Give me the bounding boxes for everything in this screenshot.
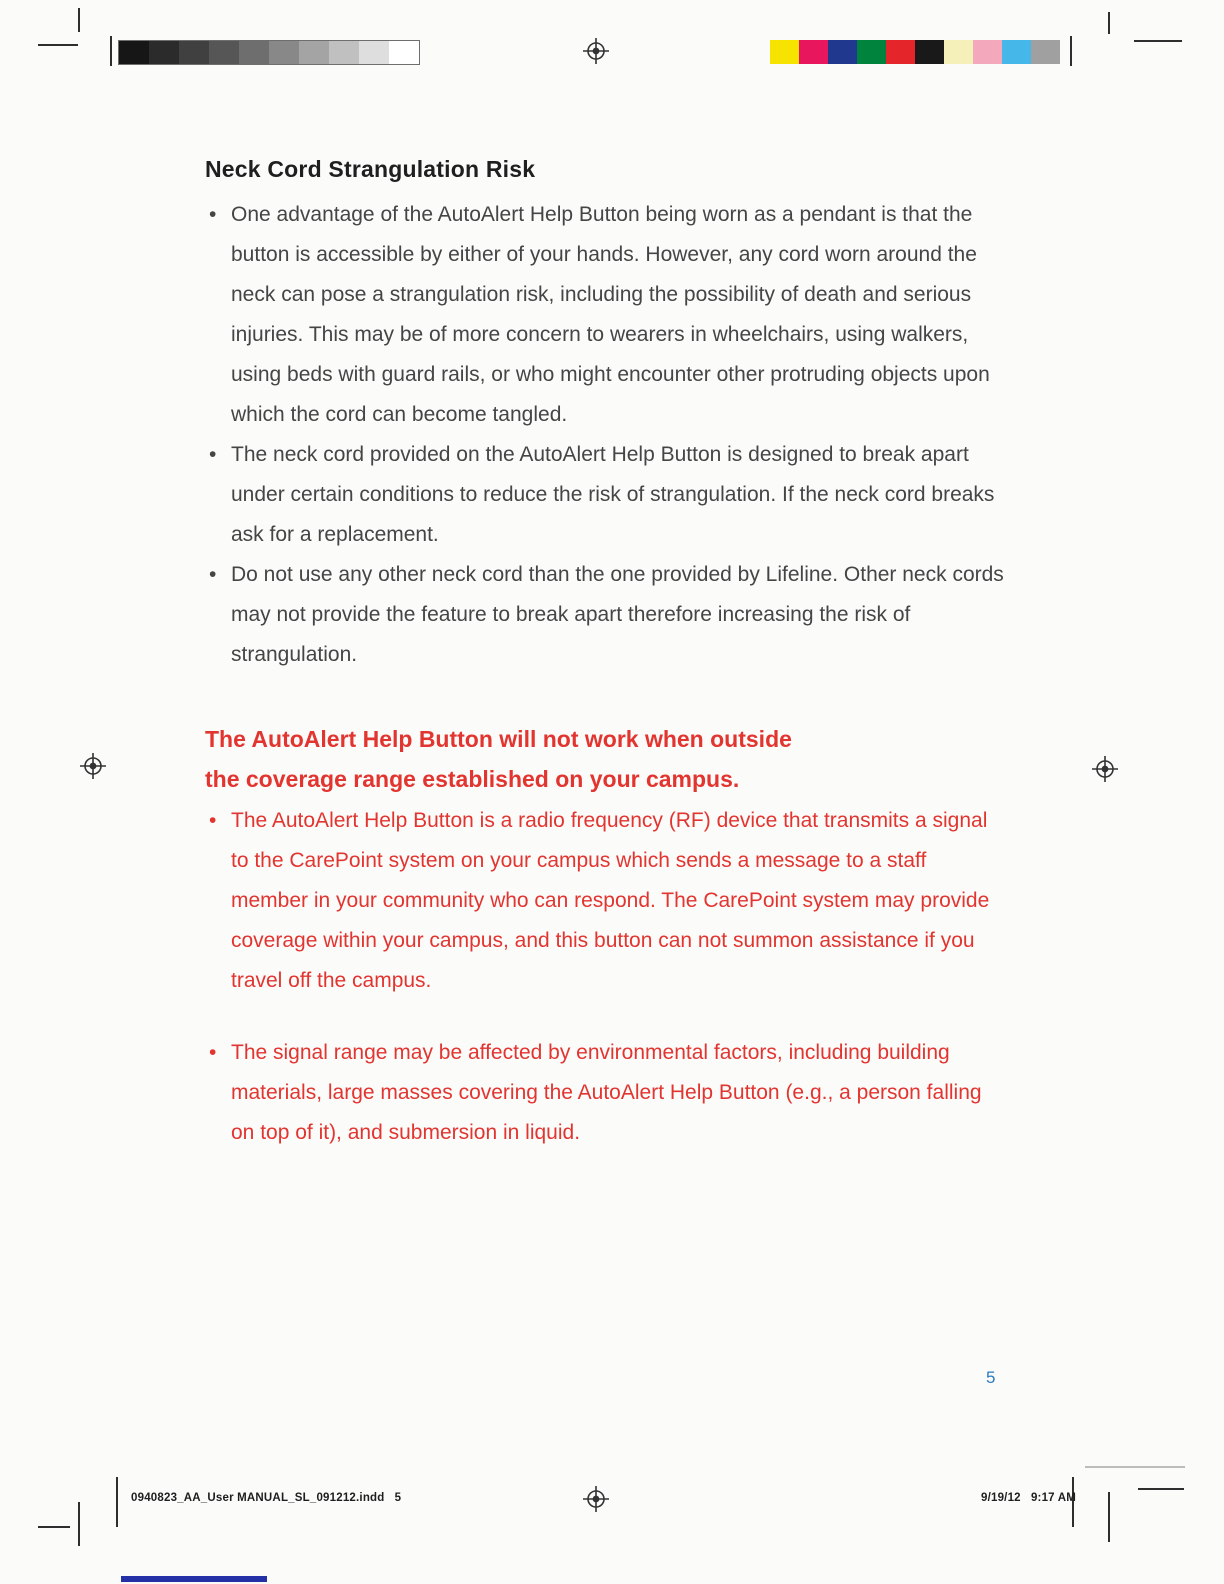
calibration-swatch xyxy=(389,41,419,64)
bullet-marker: • xyxy=(209,809,217,832)
registration-mark-icon xyxy=(1092,756,1118,782)
bullet-marker: • xyxy=(209,1041,217,1064)
bullet-text: The signal range may be affected by environmental factors, including building materials, large masses covering the AutoAlert Help Button (e.g., a person falling on top of it), and submersion in liquid. xyxy=(231,1041,982,1144)
calibration-swatch xyxy=(944,40,973,64)
calibration-swatch xyxy=(239,41,269,64)
color-calibration-bar xyxy=(770,40,1060,64)
calibration-swatch xyxy=(973,40,1002,64)
bullet-text: Do not use any other neck cord than the one provided by Lifeline. Other neck cords may not provide the feature to break apart therefore increasing the risk of strangulation. xyxy=(231,563,1004,666)
grayscale-calibration-bar xyxy=(118,40,420,65)
calibration-swatch xyxy=(299,41,329,64)
page-number: 5 xyxy=(986,1368,996,1387)
bullet-marker: • xyxy=(209,563,217,586)
bullet-marker: • xyxy=(209,203,217,226)
footer-blue-strip xyxy=(121,1576,267,1582)
registration-mark-icon xyxy=(583,1486,609,1512)
calibration-swatch xyxy=(799,40,828,64)
section-heading-coverage-warning xyxy=(205,719,1005,799)
crop-mark xyxy=(116,1477,118,1527)
calibration-swatch xyxy=(770,40,799,64)
crop-mark xyxy=(1070,36,1072,66)
heading-line: The AutoAlert Help Button will not work when outside xyxy=(205,726,792,752)
crop-mark xyxy=(110,36,112,66)
heading-line: the coverage range established on your campus. xyxy=(205,766,740,792)
crop-mark xyxy=(38,44,78,46)
calibration-swatch xyxy=(209,41,239,64)
list-item xyxy=(205,555,1005,675)
bullet-text: The AutoAlert Help Button is a radio frequency (RF) device that transmits a signal to the CarePoint system on your campus which sends a message to a staff member in your community who can respond. The CarePoint system may provide coverage within your campus, and this button can not summon assistance if you travel off the campus. xyxy=(231,809,990,992)
calibration-swatch xyxy=(857,40,886,64)
crop-mark xyxy=(1085,1466,1185,1468)
list-item xyxy=(205,435,1005,555)
calibration-swatch xyxy=(179,41,209,64)
crop-mark xyxy=(1134,40,1182,42)
crop-mark xyxy=(1108,1492,1110,1542)
crop-mark xyxy=(1108,12,1110,34)
bullet-text: One advantage of the AutoAlert Help Button being worn as a pendant is that the button is accessible by either of your hands. However, any cord worn around the neck can pose a strangulation risk, including the possibility of death and serious injuries. This may be of more concern to wearers in wheelchairs, using walkers, using beds with guard rails, or who might encounter other protruding objects upon which the cord can become tangled. xyxy=(231,203,990,426)
list-item xyxy=(205,801,1005,1001)
calibration-swatch xyxy=(329,41,359,64)
bullet-text: The neck cord provided on the AutoAlert Help Button is designed to break apart under certain conditions to reduce the risk of strangulation. If the neck cord breaks ask for a replacement. xyxy=(231,443,995,546)
crop-mark xyxy=(78,8,80,32)
coverage-bullet-list xyxy=(205,801,1005,1153)
footer-filename: 0940823_AA_User MANUAL_SL_091212.indd 5 xyxy=(131,1492,402,1504)
calibration-swatch xyxy=(886,40,915,64)
registration-mark-icon xyxy=(80,753,106,779)
calibration-swatch xyxy=(828,40,857,64)
crop-mark xyxy=(38,1526,70,1528)
crop-mark xyxy=(1138,1488,1184,1490)
calibration-swatch xyxy=(119,41,149,64)
calibration-swatch xyxy=(1002,40,1031,64)
section-heading-strangulation: Neck Cord Strangulation Risk xyxy=(205,156,536,182)
crop-mark xyxy=(78,1502,80,1546)
list-item xyxy=(205,1033,1005,1153)
bullet-marker: • xyxy=(209,443,217,466)
list-item xyxy=(205,195,1005,435)
calibration-swatch xyxy=(269,41,299,64)
calibration-swatch xyxy=(359,41,389,64)
calibration-swatch xyxy=(915,40,944,64)
registration-mark-icon xyxy=(583,38,609,64)
strangulation-bullet-list xyxy=(205,195,1005,675)
calibration-swatch xyxy=(149,41,179,64)
page-content xyxy=(205,156,1005,1153)
calibration-swatch xyxy=(1031,40,1060,64)
footer-datetime: 9/19/12 9:17 AM xyxy=(981,1492,1077,1504)
